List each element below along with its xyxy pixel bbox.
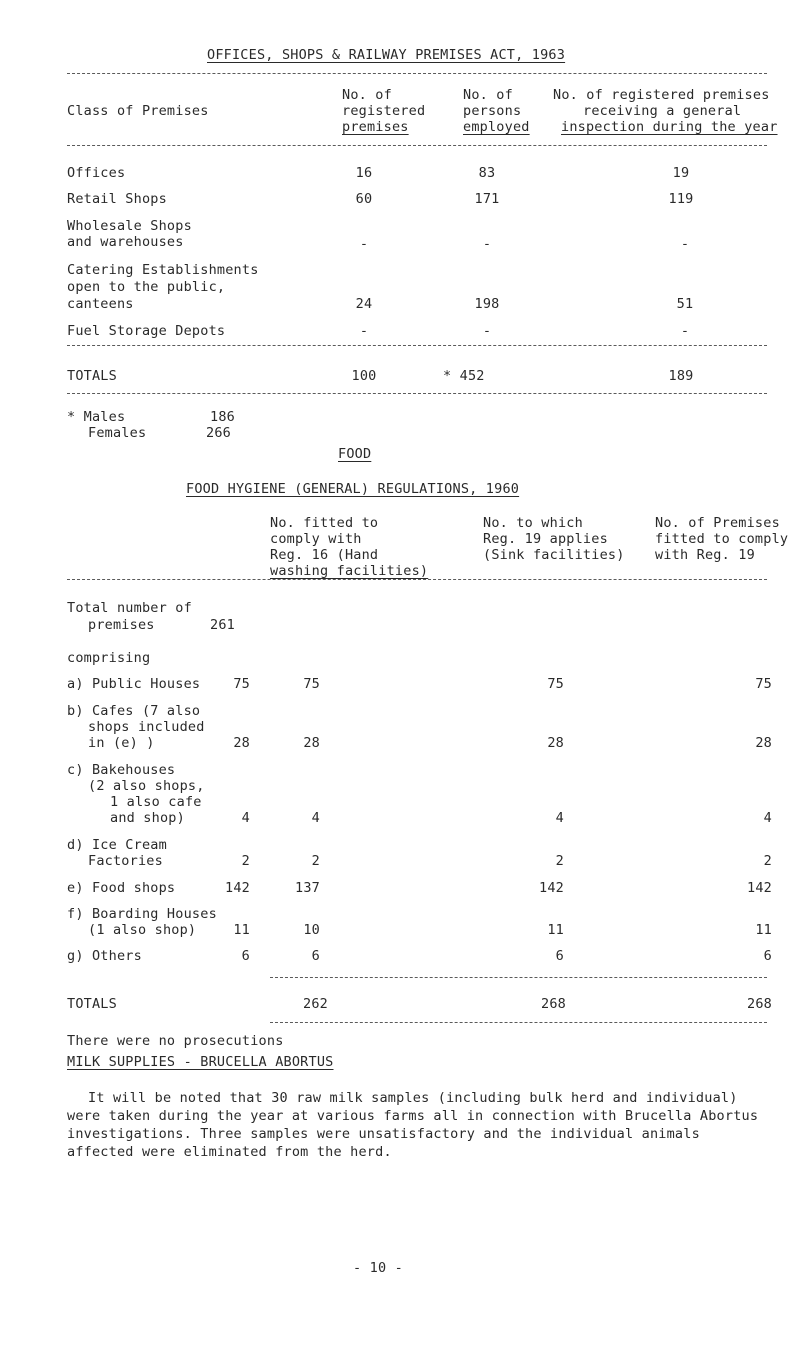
footnote-females-label: Females [88, 425, 147, 441]
col-header-hand-4: washing facilities) [270, 563, 429, 579]
food-row-sink: 75 [547, 676, 564, 692]
food-row-fitted: 6 [763, 948, 772, 964]
food-totals-hand: 262 [303, 996, 328, 1012]
col-header-class: Class of Premises [67, 103, 209, 119]
col-header-sink-3: (Sink facilities) [483, 547, 625, 563]
divider [270, 1022, 767, 1023]
row-label: Offices [67, 165, 126, 181]
row-label: Fuel Storage Depots [67, 323, 226, 339]
food-row-label: d) Ice Cream [67, 837, 167, 853]
milk-para-line: It will be noted that 30 raw milk samples (including bulk herd and individual) [88, 1090, 738, 1106]
row-persons: - [482, 236, 492, 252]
row-registered: 60 [355, 191, 373, 207]
row-inspected: - [680, 323, 690, 339]
divider [67, 345, 767, 346]
row-inspected: 119 [668, 191, 694, 207]
footnote-females-value: 266 [206, 425, 231, 441]
food-row-label: a) Public Houses [67, 676, 201, 692]
milk-para-line: affected were eliminated from the herd. [67, 1144, 392, 1160]
food-row-label: b) Cafes (7 also [67, 703, 201, 719]
row-inspected: 19 [672, 165, 690, 181]
totals-inspected: 189 [668, 368, 694, 384]
col-header-sink-1: No. to which [483, 515, 583, 531]
food-row-fitted: 28 [755, 735, 772, 751]
food-hygiene-title: FOOD HYGIENE (GENERAL) REGULATIONS, 1960 [186, 481, 520, 497]
footnote-males-value: 186 [210, 409, 235, 425]
food-row-fitted: 142 [747, 880, 772, 896]
row-registered: 16 [355, 165, 373, 181]
food-row-sink: 142 [539, 880, 564, 896]
food-row-label: g) Others [67, 948, 142, 964]
total-premises-label-2: premises [88, 617, 155, 633]
totals-registered: 100 [351, 368, 377, 384]
col-header-registered-2: registered [342, 103, 426, 119]
row-label: canteens [67, 296, 134, 312]
row-persons: 171 [474, 191, 500, 207]
food-row-hand: 10 [303, 922, 320, 938]
milk-para-line: investigations. Three samples were unsatisfactory and the individual animals [67, 1126, 700, 1142]
food-row-hand: 28 [303, 735, 320, 751]
page-number: - 10 - [353, 1260, 403, 1276]
food-row-label: Factories [88, 853, 163, 869]
row-persons: 198 [474, 296, 500, 312]
col-header-inspection-2: receiving a general [583, 103, 742, 119]
food-row-total: 4 [241, 810, 250, 826]
row-registered: - [359, 323, 369, 339]
col-header-hand-3: Reg. 16 (Hand [270, 547, 379, 563]
col-header-persons-2: persons [463, 103, 522, 119]
col-header-hand-2: comply with [270, 531, 362, 547]
food-row-label: shops included [88, 719, 205, 735]
divider [67, 73, 767, 74]
food-row-total: 2 [241, 853, 250, 869]
food-row-sink: 4 [555, 810, 564, 826]
col-header-registered-1: No. of [342, 87, 392, 103]
col-header-hand-1: No. fitted to [270, 515, 379, 531]
food-title: FOOD [338, 446, 372, 462]
food-row-total: 75 [233, 676, 250, 692]
totals-persons: * 452 [443, 368, 485, 384]
col-header-inspection-3: inspection during the year [561, 119, 778, 135]
food-row-label: 1 also cafe [110, 794, 202, 810]
comprising-label: comprising [67, 650, 151, 666]
row-label: and warehouses [67, 234, 184, 250]
row-inspected: 51 [676, 296, 694, 312]
food-totals-sink: 268 [541, 996, 566, 1012]
food-row-sink: 2 [555, 853, 564, 869]
col-header-fitted-3: with Reg. 19 [655, 547, 755, 563]
row-registered: - [359, 236, 369, 252]
food-row-fitted: 75 [755, 676, 772, 692]
food-row-total: 142 [225, 880, 250, 896]
food-totals-fitted: 268 [747, 996, 772, 1012]
food-row-label: in (e) ) [88, 735, 155, 751]
food-row-label: (2 also shops, [88, 778, 205, 794]
row-label: open to the public, [67, 279, 226, 295]
col-header-registered-3: premises [342, 119, 409, 135]
food-row-hand: 75 [303, 676, 320, 692]
total-premises-label-1: Total number of [67, 600, 192, 616]
divider [67, 393, 767, 394]
food-row-label: c) Bakehouses [67, 762, 176, 778]
food-row-hand: 137 [295, 880, 320, 896]
food-row-fitted: 2 [763, 853, 772, 869]
footnote-males-label: * Males [67, 409, 126, 425]
food-row-sink: 11 [547, 922, 564, 938]
prosecutions-note: There were no prosecutions [67, 1033, 284, 1049]
row-label: Catering Establishments [67, 262, 259, 278]
total-premises-value: 261 [210, 617, 235, 633]
food-row-fitted: 4 [763, 810, 772, 826]
totals-label: TOTALS [67, 368, 117, 384]
food-row-label: f) Boarding Houses [67, 906, 217, 922]
divider [67, 579, 767, 580]
food-row-hand: 2 [311, 853, 320, 869]
row-label: Retail Shops [67, 191, 167, 207]
food-row-label: e) Food shops [67, 880, 176, 896]
row-inspected: - [680, 236, 690, 252]
page-heading: OFFICES, SHOPS & RAILWAY PREMISES ACT, 1963 [207, 47, 566, 63]
milk-title: MILK SUPPLIES - BRUCELLA ABORTUS [67, 1054, 334, 1070]
food-row-total: 6 [241, 948, 250, 964]
col-header-persons-1: No. of [463, 87, 513, 103]
row-persons: 83 [478, 165, 496, 181]
row-label: Wholesale Shops [67, 218, 192, 234]
divider [270, 977, 767, 978]
food-row-hand: 4 [311, 810, 320, 826]
food-row-fitted: 11 [755, 922, 772, 938]
col-header-sink-2: Reg. 19 applies [483, 531, 608, 547]
food-row-hand: 6 [311, 948, 320, 964]
col-header-persons-3: employed [463, 119, 530, 135]
food-totals-label: TOTALS [67, 996, 117, 1012]
food-row-sink: 6 [555, 948, 564, 964]
food-row-sink: 28 [547, 735, 564, 751]
col-header-fitted-2: fitted to comply [655, 531, 789, 547]
col-header-inspection-1: No. of registered premises [553, 87, 770, 103]
col-header-fitted-1: No. of Premises [655, 515, 780, 531]
row-registered: 24 [355, 296, 373, 312]
food-row-total: 11 [233, 922, 250, 938]
row-persons: - [482, 323, 492, 339]
food-row-label: (1 also shop) [88, 922, 197, 938]
milk-para-line: were taken during the year at various farms all in connection with Brucella Abortus [67, 1108, 759, 1124]
divider [67, 145, 767, 146]
food-row-total: 28 [233, 735, 250, 751]
food-row-label: and shop) [110, 810, 185, 826]
